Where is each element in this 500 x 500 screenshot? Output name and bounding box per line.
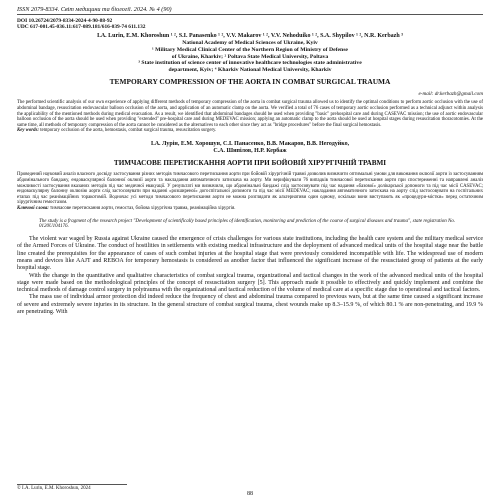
keywords-en — [17, 128, 483, 134]
running-head: ISSN 2079-8334. Світ медицини та біології. 2024. № 4 (90) — [17, 6, 483, 15]
author-email[interactable]: e-mail: dr.kerbazh@gmail.com — [418, 91, 483, 98]
keywords-en-text: temporary occlusion of the aorta, hemostasis, combat surgical trauma, resuscitation surgery. — [40, 128, 217, 134]
affiliation-en-4: ³ State institution of science center of innovative healthcare technologies state administrative — [138, 60, 362, 67]
affiliation-en-2: ¹ Military Medical Clinical Center of the Northern Region of Ministry of Defense — [152, 47, 348, 53]
study-note: The study is a fragment of the research project "Development of scientifically based principles of identification, monitoring and prediction of the course of surgical diseases and trauma", state registration No. 0120U104176. — [39, 218, 456, 230]
keywords-ua-text: тимчасове перетискання аорти, гемостаз, бойова хірургічна травма, реанімаційна хірургія. — [50, 205, 236, 211]
abstract-ua: Проведений науковий аналіз власного досвіду застосування різних методів тимчасового перетискання аорти при бойовій хірургічній травмі дозволив визначити оптимальні умови для виконання оклюзії аорти із застосуванням абдомінального бандажу, ендоваскулярної балонної оклюзії аорти та накладання автоматичного затискача на аорту. Ми верифікували 76 випадків тимчасової перетискання аорти при спостереженні та направлені аналіз можливості застосування вказаних методів під час медичної евакуації. У результаті ми визначили, що абдомінальні бандажі слід застосовувати під час надання «базової» долікарської допомоги та під час місії CASEVAC; ендоваскулярну балонну оклюзію аорти слід застосовувати при наданні «розширеної» догоспітальної допомоги та під час місії MEDEVAC; накладання автоматичного затискача на аорту слід застосовувати на госпітальних етапах під час реанімаційних торакотомій. Водночас усі методи тимчасового перетискання аорти не можна розглядати як альтернативи один одному, оскільки вони виступають як «процедури-містки» перед остаточним хірургічним гемостазом. — [17, 172, 483, 206]
authors-en: I.A. Lurin, E.M. Khoroshun ¹ ², S.I. Panasenko ¹ ², V.V. Makarov ¹ ², V.V. Nehoduiko ¹ ², S.A. Shypilov ¹ ², N.R. Kerbazh ³ — [97, 33, 403, 40]
affiliation-en-5: department, Kyiv; ⁴ Kharkiv National Medical University, Kharkiv — [168, 66, 332, 73]
body-paragraph-3: The mass use of individual armor protection did indeed reduce the frequency of chest and abdominal trauma compared to previous wars, but at the same time caused a significant increase of severe and extremely severe injuries in its structure. In the general structure of combat surgical trauma, chest wounds make up 8.3–15.9 %, of which 80.1 % are non-penetrating, and 19.9 % are penetrating. With — [17, 294, 483, 316]
body-text — [17, 236, 483, 316]
body-paragraph-1: The violent war waged by Russia against Ukraine caused the emergence of crisis challenges for various state institutions, including the health care system and the military medical service of the Armed Forces of Ukraine. The conduct of hostilities in settlements with existing medical infrastructure and the deployment of advanced medical units of the hospital stage near the battle line created the prerequisites for the appearance of cases of such combat injuries at the hospital stage that were previously considered incompatible with life. The widespread use of modern means and devices like AAJT and REBOA for temporary hemostasis is considered as another factor that influenced the significant increase of the resuscitated group of patients at the early hospital stage. — [17, 236, 483, 272]
affiliation-en-3: of Ukraine, Kharkiv; ² Poltava State Medical University, Poltava — [171, 53, 329, 60]
keywords-en-label: Key words: — [17, 128, 39, 134]
doi-line: DOI 10.26724/2079-8334-2024-4-90-88-92 — [17, 18, 113, 24]
copyright-text: © I.A. Lurin, E.M. Khoroshun, 2024 — [17, 486, 91, 491]
authors-ua — [17, 141, 483, 155]
keywords-ua-label: Ключові слова: — [17, 205, 49, 211]
title-ua: ТИМЧАСОВЕ ПЕРЕТИСКАННЯ АОРТИ ПРИ БОЙОВІЙ ХІРУРГІЧНІЙ ТРАВМІ — [113, 159, 387, 168]
udc-line: UDC 617-001.45-036.11:617-089.181/616-039-74 611.132 — [17, 24, 146, 31]
authors-ua-line-1: І.А. Лурін, Е.М. Хорошун, С.І. Панасенко, В.В. Макаров, В.В. Негодуйко, — [150, 140, 350, 147]
title-en: TEMPORARY COMPRESSION OF THE AORTA IN COMBAT SURGICAL TRAUMA — [109, 77, 391, 87]
keywords-ua — [17, 206, 483, 212]
footer-rule — [17, 484, 127, 485]
authors-ua-line-2: С.А. Шипілов, Н.Р. Кербаж — [213, 148, 287, 155]
abstract-en: The performed scientific analysis of our own experience of applying different methods of temporary compression of the aorta in combat surgical trauma allowed us to identify the optimal conditions to perform aortic occlusion with the use of abdominal bandage, resuscitation endovascular balloon occlusion of the aorta, and application of an automatic clamp on the aorta. We verified a total of 76 cases of temporary aortic occlusion performed as a technical adjunct within analysis the applicability of the mentioned methods during medical evacuation. As a result, we identified that abdominal bandages should be used when providing "basic" prehospital care and during CASEVAC mission; the use of aortic endovascular balloon occlusion of the aorta should be used when providing "extended" pre-hospital care and during MEDEVAC mission; applying an automatic clamp to the aorta should be used at hospital stages during resuscitation thoracotomies. At the same time, all methods of temporary compression of the aorta cannot be considered as the alternatives to each other since they act as "bridge procedures" before the final surgical hemostasis. — [17, 100, 483, 128]
footer — [17, 484, 483, 491]
page-number: 88 — [247, 491, 253, 497]
affiliation-en-1: National Academy of Medical Sciences of Ukraine, Kyiv — [182, 40, 318, 47]
body-paragraph-2: With the change in the quantitative and qualitative characteristics of combat surgical trauma, organizational and tactical changes in the work of the advanced medical units of the hospital stage were made based on the methodological principles of the concept of resuscitation surgery [5]. This approach made it possible to effectively and quickly implement and combine the technical methods of damage control surgery in polytrauma with the organizational and tactical reduction of the volume of medical care at a specific stage due to operational and tactical factors. — [17, 272, 483, 294]
